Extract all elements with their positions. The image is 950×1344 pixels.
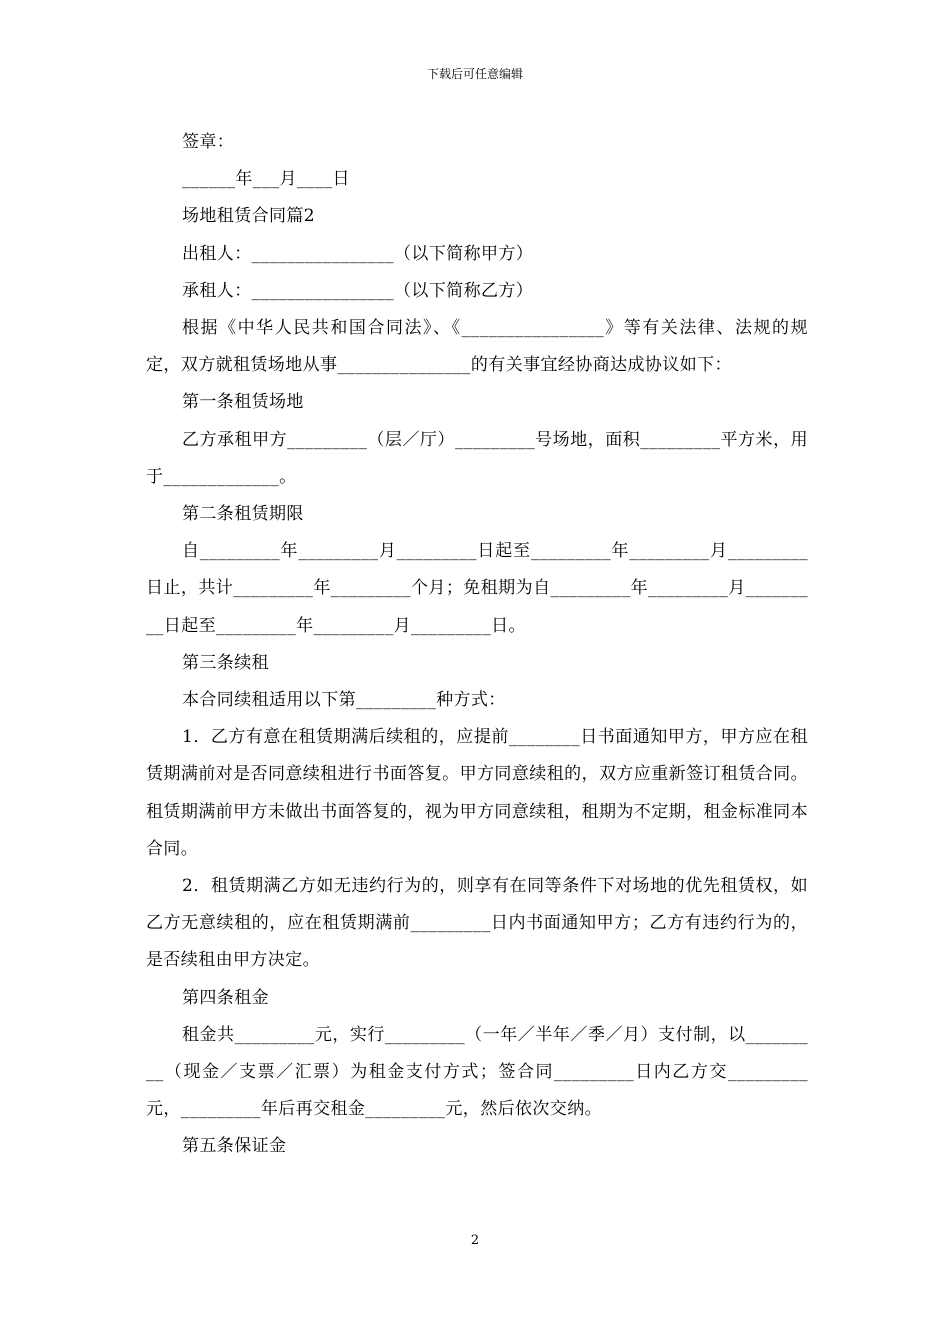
signature-label: 签章： [182, 132, 235, 152]
article-4-heading: 第四条租金 [182, 987, 269, 1008]
date-line: ______年___月____日 [182, 169, 350, 190]
article-1-text: 乙方承租甲方_________（层／厅）_________号场地，面积_________平方米，用于_____________。 [146, 429, 808, 487]
lessor-line: 出租人：________________（以下简称甲方） [182, 243, 534, 264]
article-3-heading: 第三条续租 [182, 652, 269, 673]
contract-title: 场地租赁合同篇2 [182, 206, 316, 227]
lessee-line: 承租人：________________（以下简称乙方） [182, 280, 534, 301]
article-2-heading: 第二条租赁期限 [182, 504, 304, 525]
page-header: 下载后可任意编辑 [426, 67, 523, 81]
article-5-heading: 第五条保证金 [182, 1136, 287, 1157]
article-3-option-2: 2．租赁期满乙方如无违约行为的，则享有在同等条件下对场地的优先租赁权，如乙方无意续租的，应在租赁期满前_________日内书面通知甲方；乙方有违约行为的，是否续租由甲方决定。 [146, 876, 808, 971]
article-2-text: 自_________年_________月_________日起至_________年_________月_________日止，共计_________年_________个月；免租期为自_________年_________月_________日起至_________年_________月_________日。 [146, 541, 808, 636]
page-number: 2 [470, 1233, 480, 1248]
preamble-paragraph: 根据《中华人民共和国合同法》、《________________》等有关法律、法规的规定，双方就租赁场地从事_______________的有关事宜经协商达成协议如下： [146, 318, 808, 376]
article-3-intro: 本合同续租适用以下第_________种方式： [182, 690, 506, 711]
article-1-heading: 第一条租赁场地 [182, 392, 304, 413]
article-3-option-1: 1．乙方有意在租赁期满后续租的，应提前________日书面通知甲方，甲方应在租赁期满前对是否同意续租进行书面答复。甲方同意续租的，双方应重新签订租赁合同。租赁期满前甲方未做出书面答复的，视为甲方同意续租，租期为不定期，租金标准同本合同。 [146, 727, 808, 859]
document-body [146, 124, 808, 1166]
article-4-text: 租金共_________元，实行_________（一年／半年／季／月）支付制，以_________（现金／支票／汇票）为租金支付方式；签合同_________日内乙方交_________元，_________年后再交租金_________元，然后依次交纳。 [146, 1024, 808, 1120]
